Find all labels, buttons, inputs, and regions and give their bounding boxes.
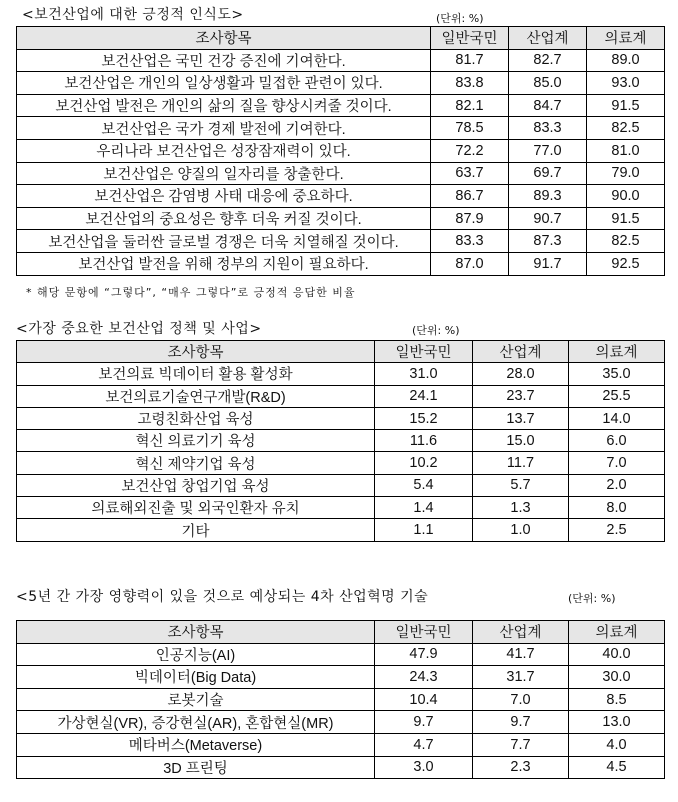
value-cell: 40.0 xyxy=(569,643,665,666)
value-cell: 13.7 xyxy=(473,407,569,429)
table-row xyxy=(17,230,665,253)
value-cell: 4.5 xyxy=(569,756,665,779)
survey-item-cell: 보건산업은 개인의 일상생활과 밀접한 관련이 있다. xyxy=(17,72,431,95)
header-row xyxy=(17,27,665,50)
column-header: 조사항목 xyxy=(17,341,375,363)
table2-title: <가장 중요한 보건산업 정책 및 사업> xyxy=(16,321,262,337)
survey-item-cell: 보건산업은 양질의 일자리를 창출한다. xyxy=(17,162,431,185)
value-cell: 87.3 xyxy=(509,230,587,253)
value-cell: 23.7 xyxy=(473,385,569,407)
table-row xyxy=(17,497,665,519)
value-cell: 87.9 xyxy=(431,207,509,230)
value-cell: 7.0 xyxy=(473,688,569,711)
value-cell: 15.0 xyxy=(473,430,569,452)
value-cell: 25.5 xyxy=(569,385,665,407)
value-cell: 2.3 xyxy=(473,756,569,779)
survey-item-cell: 인공지능(AI) xyxy=(17,643,375,666)
value-cell: 1.4 xyxy=(375,497,473,519)
column-header: 조사항목 xyxy=(17,621,375,644)
survey-item-cell: 빅데이터(Big Data) xyxy=(17,666,375,689)
survey-item-cell: 보건산업은 국가 경제 발전에 기여한다. xyxy=(17,117,431,140)
value-cell: 89.0 xyxy=(587,49,665,72)
table-row xyxy=(17,117,665,140)
table-row xyxy=(17,452,665,474)
column-header: 의료계 xyxy=(569,621,665,644)
value-cell: 10.4 xyxy=(375,688,473,711)
table-row xyxy=(17,139,665,162)
table-row xyxy=(17,94,665,117)
value-cell: 4.7 xyxy=(375,733,473,756)
value-cell: 30.0 xyxy=(569,666,665,689)
column-header: 일반국민 xyxy=(431,27,509,50)
value-cell: 14.0 xyxy=(569,407,665,429)
value-cell: 91.5 xyxy=(587,94,665,117)
value-cell: 11.7 xyxy=(473,452,569,474)
column-header: 산업계 xyxy=(509,27,587,50)
value-cell: 24.3 xyxy=(375,666,473,689)
value-cell: 9.7 xyxy=(473,711,569,734)
survey-item-cell: 보건산업은 감염병 사태 대응에 중요하다. xyxy=(17,185,431,208)
table1-footnote: * 해당 문항에 “그렇다”, “매우 그렇다”로 긍정적 응답한 비율 xyxy=(26,286,356,299)
fourth-industrial-tech-table xyxy=(16,620,665,779)
value-cell: 31.7 xyxy=(473,666,569,689)
table3-unit: (단위: %) xyxy=(568,592,616,605)
value-cell: 83.3 xyxy=(509,117,587,140)
table-row xyxy=(17,162,665,185)
value-cell: 92.5 xyxy=(587,252,665,275)
value-cell: 15.2 xyxy=(375,407,473,429)
value-cell: 10.2 xyxy=(375,452,473,474)
value-cell: 1.1 xyxy=(375,519,473,541)
survey-item-cell: 혁신 의료기기 육성 xyxy=(17,430,375,452)
table1-title: <보건산업에 대한 긍정적 인식도> xyxy=(22,7,244,23)
value-cell: 81.0 xyxy=(587,139,665,162)
value-cell: 87.0 xyxy=(431,252,509,275)
value-cell: 82.5 xyxy=(587,117,665,140)
value-cell: 2.0 xyxy=(569,474,665,496)
value-cell: 1.3 xyxy=(473,497,569,519)
table-row xyxy=(17,474,665,496)
table-row xyxy=(17,385,665,407)
table-row xyxy=(17,72,665,95)
value-cell: 9.7 xyxy=(375,711,473,734)
table-row xyxy=(17,185,665,208)
value-cell: 47.9 xyxy=(375,643,473,666)
value-cell: 82.5 xyxy=(587,230,665,253)
value-cell: 72.2 xyxy=(431,139,509,162)
value-cell: 69.7 xyxy=(509,162,587,185)
value-cell: 82.7 xyxy=(509,49,587,72)
survey-item-cell: 메타버스(Metaverse) xyxy=(17,733,375,756)
value-cell: 1.0 xyxy=(473,519,569,541)
value-cell: 90.0 xyxy=(587,185,665,208)
value-cell: 93.0 xyxy=(587,72,665,95)
survey-item-cell: 보건산업 발전을 위해 정부의 지원이 필요하다. xyxy=(17,252,431,275)
table-row xyxy=(17,688,665,711)
value-cell: 11.6 xyxy=(375,430,473,452)
survey-item-cell: 보건의료 빅데이터 활용 활성화 xyxy=(17,363,375,385)
value-cell: 4.0 xyxy=(569,733,665,756)
value-cell: 89.3 xyxy=(509,185,587,208)
policy-priority-table xyxy=(16,340,665,542)
value-cell: 81.7 xyxy=(431,49,509,72)
value-cell: 5.4 xyxy=(375,474,473,496)
value-cell: 13.0 xyxy=(569,711,665,734)
value-cell: 85.0 xyxy=(509,72,587,95)
column-header: 의료계 xyxy=(587,27,665,50)
value-cell: 35.0 xyxy=(569,363,665,385)
value-cell: 41.7 xyxy=(473,643,569,666)
value-cell: 63.7 xyxy=(431,162,509,185)
survey-item-cell: 우리나라 보건산업은 성장잠재력이 있다. xyxy=(17,139,431,162)
table-row xyxy=(17,407,665,429)
column-header: 일반국민 xyxy=(375,621,473,644)
survey-item-cell: 기타 xyxy=(17,519,375,541)
value-cell: 24.1 xyxy=(375,385,473,407)
survey-item-cell: 의료해외진출 및 외국인환자 유치 xyxy=(17,497,375,519)
value-cell: 82.1 xyxy=(431,94,509,117)
value-cell: 7.0 xyxy=(569,452,665,474)
survey-item-cell: 보건산업을 둘러싼 글로벌 경쟁은 더욱 치열해질 것이다. xyxy=(17,230,431,253)
positive-perception-table xyxy=(16,26,665,276)
table-row xyxy=(17,711,665,734)
column-header: 의료계 xyxy=(569,341,665,363)
value-cell: 79.0 xyxy=(587,162,665,185)
survey-item-cell: 가상현실(VR), 증강현실(AR), 혼합현실(MR) xyxy=(17,711,375,734)
table-row xyxy=(17,252,665,275)
table1-unit: (단위: %) xyxy=(436,12,484,25)
table3-title: <5년 간 가장 영향력이 있을 것으로 예상되는 4차 산업혁명 기술 xyxy=(16,589,429,605)
value-cell: 90.7 xyxy=(509,207,587,230)
header-row xyxy=(17,621,665,644)
value-cell: 5.7 xyxy=(473,474,569,496)
column-header: 조사항목 xyxy=(17,27,431,50)
survey-item-cell: 고령친화산업 육성 xyxy=(17,407,375,429)
table-row xyxy=(17,519,665,541)
value-cell: 2.5 xyxy=(569,519,665,541)
table-row xyxy=(17,666,665,689)
table-row xyxy=(17,430,665,452)
table-row xyxy=(17,733,665,756)
value-cell: 86.7 xyxy=(431,185,509,208)
table2-unit: (단위: %) xyxy=(412,324,460,337)
value-cell: 6.0 xyxy=(569,430,665,452)
header-row xyxy=(17,341,665,363)
value-cell: 31.0 xyxy=(375,363,473,385)
survey-item-cell: 로봇기술 xyxy=(17,688,375,711)
column-header: 산업계 xyxy=(473,621,569,644)
table-row xyxy=(17,643,665,666)
survey-item-cell: 3D 프린팅 xyxy=(17,756,375,779)
value-cell: 7.7 xyxy=(473,733,569,756)
survey-item-cell: 보건산업은 국민 건강 증진에 기여한다. xyxy=(17,49,431,72)
value-cell: 8.0 xyxy=(569,497,665,519)
table-row xyxy=(17,207,665,230)
value-cell: 28.0 xyxy=(473,363,569,385)
column-header: 일반국민 xyxy=(375,341,473,363)
value-cell: 83.8 xyxy=(431,72,509,95)
value-cell: 3.0 xyxy=(375,756,473,779)
survey-item-cell: 보건산업의 중요성은 향후 더욱 커질 것이다. xyxy=(17,207,431,230)
value-cell: 91.7 xyxy=(509,252,587,275)
value-cell: 91.5 xyxy=(587,207,665,230)
table-row xyxy=(17,756,665,779)
value-cell: 78.5 xyxy=(431,117,509,140)
table-row xyxy=(17,363,665,385)
survey-item-cell: 보건산업 창업기업 육성 xyxy=(17,474,375,496)
value-cell: 77.0 xyxy=(509,139,587,162)
value-cell: 84.7 xyxy=(509,94,587,117)
value-cell: 8.5 xyxy=(569,688,665,711)
column-header: 산업계 xyxy=(473,341,569,363)
table-row xyxy=(17,49,665,72)
value-cell: 83.3 xyxy=(431,230,509,253)
survey-item-cell: 혁신 제약기업 육성 xyxy=(17,452,375,474)
survey-item-cell: 보건의료기술연구개발(R&D) xyxy=(17,385,375,407)
survey-item-cell: 보건산업 발전은 개인의 삶의 질을 향상시켜줄 것이다. xyxy=(17,94,431,117)
